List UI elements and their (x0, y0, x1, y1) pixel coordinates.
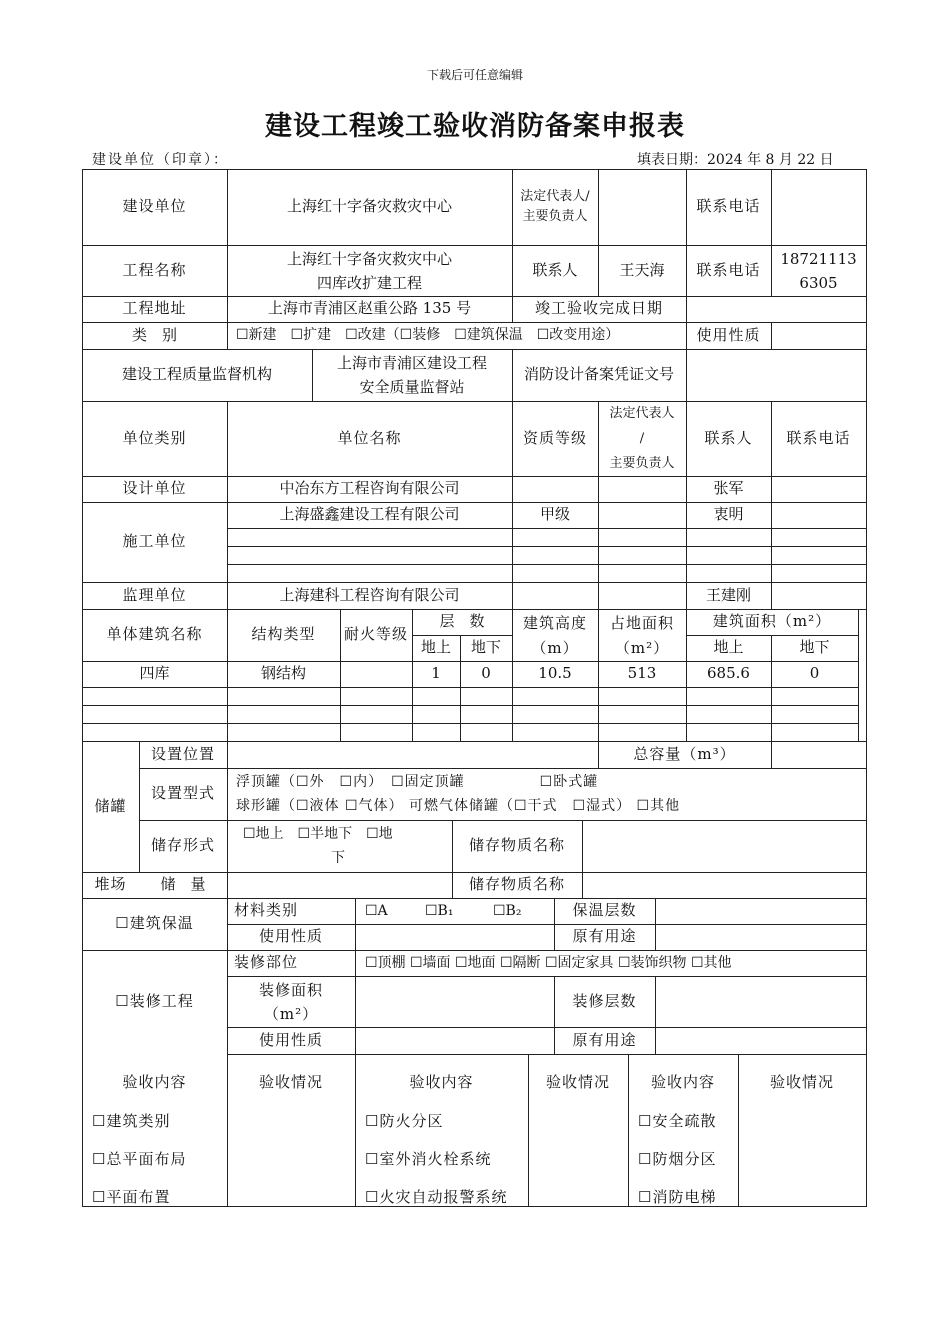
acceptance-item: ☐平面布置 (92, 1188, 171, 1207)
building-row-land: 513 (627, 664, 657, 683)
phone-label: 联系电话 (696, 197, 761, 216)
insulation-opt-b1: ☐B₁ (425, 902, 454, 919)
phone-header: 联系电话 (786, 428, 851, 447)
decoration-area-label (227, 976, 355, 1029)
category-label: 类 别 (131, 325, 177, 344)
design-cert-label: 消防设计备案凭证文号 (523, 365, 674, 384)
acceptance-item: ☐火灾自动报警系统 (365, 1188, 508, 1207)
project-name-line-1: 上海红十字备灾救灾中心 (286, 250, 452, 268)
construction-unit-grade: 甲级 (539, 505, 570, 524)
building-area-header: 建筑面积（m²） (712, 612, 832, 631)
qualification-header: 资质等级 (522, 428, 587, 447)
design-unit-contact: 张军 (713, 479, 744, 498)
land-area-header-2: （m²） (614, 639, 670, 657)
contact-value: 王天海 (619, 260, 665, 279)
decoration-label: ☐装修工程 (115, 992, 194, 1011)
form-title: 建设工程竣工验收消防备案申报表 (265, 111, 685, 142)
use-nature-label: 使用性质 (696, 325, 761, 344)
tank-position-label: 设置位置 (150, 744, 215, 763)
yard-amount-label: 储 量 (160, 875, 206, 894)
quality-supervision-label: 建设工程质量监督机构 (121, 365, 272, 384)
header-note: 下载后可任意编辑 (426, 68, 523, 82)
decoration-part-options: ☐顶棚 ☐墙面 ☐地面 ☐隔断 ☐固定家具 ☐装饰织物 ☐其他 (365, 954, 732, 971)
height-header-1: 建筑高度 (522, 614, 587, 632)
tank-label: 储罐 (94, 796, 127, 815)
address-label: 工程地址 (122, 299, 187, 318)
storage-form-line-2: 下 (331, 850, 345, 866)
quality-supervision-value (312, 349, 512, 403)
acceptance-item: ☐防烟分区 (638, 1150, 717, 1169)
tank-capacity-label: 总容量（m³） (633, 744, 736, 763)
legal-rep-header-1: 法定代表人 (609, 406, 675, 421)
acceptance-item: ☐安全疏散 (638, 1112, 717, 1131)
fire-rating-header: 耐火等级 (343, 625, 408, 644)
insulation-opt-b2: ☐B₂ (493, 902, 522, 919)
category-options: ☐新建 ☐扩建 ☐改建（☐装修 ☐建筑保温 ☐改变用途） (236, 327, 620, 344)
storage-form-options (243, 822, 448, 870)
decoration-part-label: 装修部位 (233, 953, 298, 972)
acceptance-item: ☐防火分区 (365, 1112, 444, 1131)
building-name-header: 单体建筑名称 (106, 625, 203, 644)
phone2-line-1: 18721113 (780, 250, 857, 268)
building-row-above: 1 (431, 664, 441, 683)
supervisor-unit-contact: 王建刚 (705, 585, 751, 604)
building-row-height: 10.5 (538, 664, 572, 683)
insulation-material-label: 材料类别 (233, 901, 298, 920)
building-row-area-below: 0 (809, 664, 820, 683)
floors-header: 层 数 (439, 612, 485, 631)
building-row-area-above: 685.6 (707, 664, 750, 683)
structure-type-header: 结构类型 (251, 625, 316, 644)
area-below-header: 地下 (799, 638, 830, 657)
phone2-label: 联系电话 (696, 260, 761, 279)
building-row-below: 0 (481, 664, 491, 683)
legal-rep-label: 法定代表人/主要负责人 (520, 188, 590, 224)
construction-unit-label: 施工单位 (122, 532, 187, 551)
design-unit-label: 设计单位 (122, 479, 187, 498)
yard-material-label: 储存物质名称 (468, 875, 565, 894)
tank-form-line-1: 浮顶罐（☐外 ☐内） ☐固定顶罐 ☐卧式罐 (236, 774, 599, 790)
construction-unit-name: 上海盛鑫建设工程有限公司 (279, 505, 460, 524)
fill-date: 填表日期：2024 年 8 月 22 日 (637, 152, 834, 168)
insulation-layers-label: 保温层数 (572, 901, 637, 920)
project-name-line-2: 四库改扩建工程 (316, 274, 422, 292)
insulation-use-label: 使用性质 (258, 927, 323, 946)
land-area-header-1: 占地面积 (609, 614, 674, 632)
acceptance-content-header-3: 验收内容 (650, 1073, 715, 1092)
tank-form-label: 设置型式 (150, 784, 215, 803)
acceptance-status-header-1: 验收情况 (258, 1073, 323, 1092)
unit-category-header: 单位类别 (122, 428, 187, 447)
supervisor-unit-name: 上海建科工程咨询有限公司 (279, 585, 460, 604)
land-area-header (598, 609, 686, 663)
phone2-value (771, 245, 866, 298)
acceptance-content-header-2: 验收内容 (409, 1073, 474, 1092)
contact-label: 联系人 (532, 260, 578, 279)
contact-header: 联系人 (704, 428, 753, 447)
project-name-value (227, 245, 512, 298)
builder-unit-label: 建设单位 (122, 197, 187, 216)
acceptance-status-header-3: 验收情况 (769, 1073, 834, 1092)
builder-unit-value: 上海红十字备灾救灾中心 (286, 197, 452, 216)
acceptance-status-header-2: 验收情况 (545, 1073, 610, 1092)
floors-below-header: 地下 (470, 638, 501, 657)
acceptance-content-header-1: 验收内容 (122, 1073, 187, 1092)
construction-unit-contact: 衷明 (713, 505, 744, 524)
legal-rep-header (598, 401, 686, 476)
acceptance-item: ☐总平面布局 (92, 1150, 187, 1169)
phone2-line-2: 6305 (799, 274, 838, 292)
storage-form-label: 储存形式 (150, 836, 215, 855)
address-value: 上海市青浦区赵重公路 135 号 (267, 299, 472, 318)
floors-above-header: 地上 (420, 638, 451, 657)
acceptance-item: ☐消防电梯 (638, 1188, 717, 1207)
area-above-header: 地上 (713, 638, 744, 657)
design-unit-name: 中冶东方工程咨询有限公司 (279, 479, 460, 498)
height-header-2: （m） (531, 639, 579, 657)
supervision-line-1: 上海市青浦区建设工程 (336, 354, 487, 372)
supervision-line-2: 安全质量监督站 (359, 378, 465, 396)
legal-rep-header-2: / (639, 431, 645, 446)
height-header (512, 609, 598, 663)
decoration-orig-label: 原有用途 (572, 1030, 637, 1049)
building-row-fire-rating (340, 661, 412, 687)
storage-form-line-1: ☐地上 ☐半地下 ☐地 (243, 826, 393, 842)
tank-material-label: 储存物质名称 (468, 836, 565, 855)
decoration-area-line-1: 装修面积 (258, 981, 323, 999)
builder-unit-seal-label: 建设单位（印章）： (92, 152, 229, 168)
acceptance-item: ☐室外消火栓系统 (365, 1150, 492, 1169)
insulation-label: ☐建筑保温 (115, 914, 194, 933)
acceptance-item: ☐建筑类别 (92, 1112, 171, 1131)
insulation-opt-a: ☐A (365, 902, 388, 919)
decoration-layers-label: 装修层数 (572, 991, 637, 1010)
decoration-area-line-2: （m²） (263, 1005, 319, 1023)
tank-form-options (236, 770, 861, 818)
yard-label: 堆场 (94, 875, 127, 894)
decoration-use-label: 使用性质 (258, 1030, 323, 1049)
project-name-label: 工程名称 (122, 260, 187, 279)
unit-name-header: 单位名称 (337, 428, 402, 447)
supervisor-unit-label: 监理单位 (122, 585, 187, 604)
legal-rep-header-3: 主要负责人 (609, 456, 675, 471)
insulation-orig-label: 原有用途 (572, 927, 637, 946)
building-row-name: 四库 (139, 664, 170, 683)
tank-form-line-2: 球形罐（☐液体 ☐气体） 可燃气体储罐（☐干式 ☐湿式） ☐其他 (236, 798, 681, 814)
completion-date-label: 竣工验收完成日期 (534, 299, 663, 318)
building-row-structure: 钢结构 (260, 664, 306, 683)
